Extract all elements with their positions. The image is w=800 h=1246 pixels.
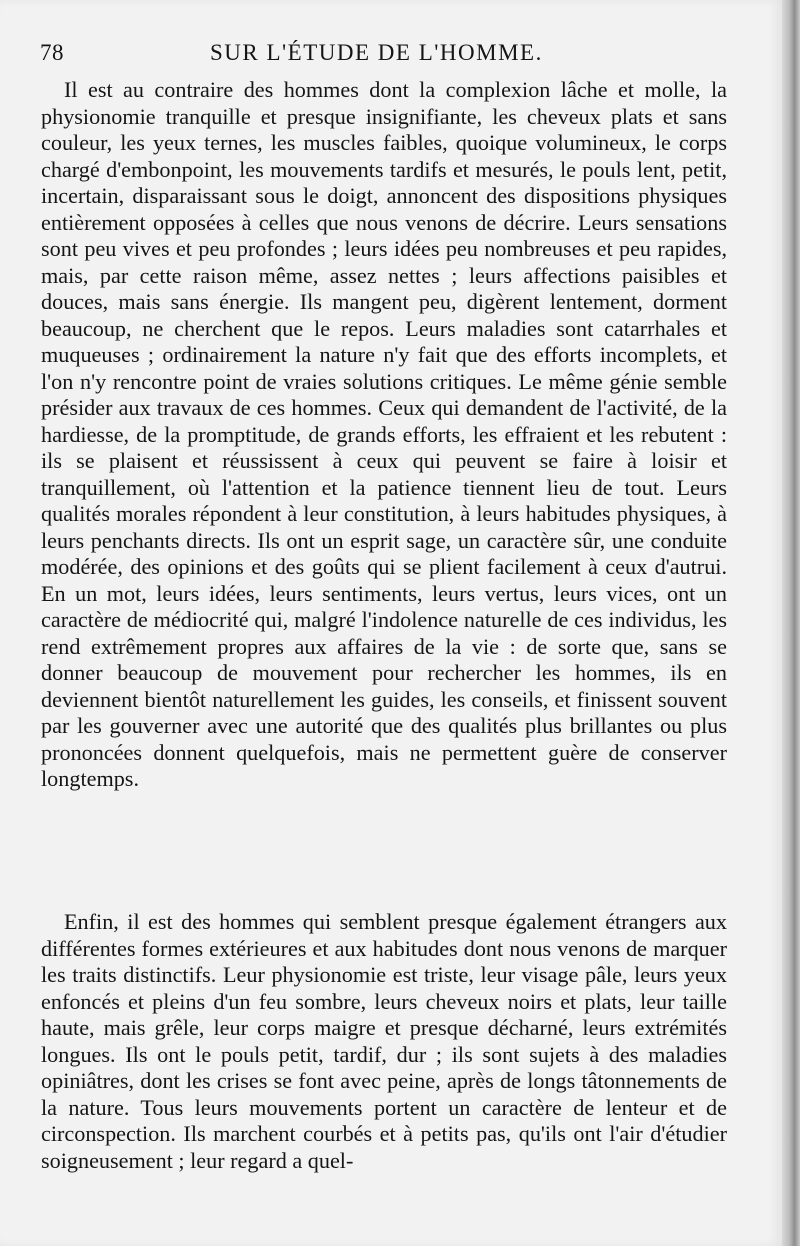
page-edge <box>782 0 800 1246</box>
page-header <box>40 40 740 70</box>
page-number: 78 <box>40 40 64 65</box>
body-paragraph: Enfin, il est des hommes qui semblent presque également étrangers aux différentes formes extérieures et aux habitudes dont nous venons de marquer les traits distinctifs. Leur physionomie est triste, leur visage pâle, leurs yeux enfoncés et pleins d'un feu sombre, leurs cheveux noirs et plats, leur taille haute, mais grêle, leur corps maigre et presque décharné, leurs extrémités longues. Ils ont le pouls petit, tardif, dur ; ils sont sujets à des maladies opiniâtres, dont les crises se font avec peine, après de longs tâtonnements de la nature. Tous leurs mouvements portent un caractère de lenteur et de circonspection. Ils marchent courbés et à petits pas, qu'ils ont l'air d'étudier soigneusement ; leur regard a quel- <box>41 909 727 1173</box>
running-head: SUR L'ÉTUDE DE L'HOMME. <box>210 40 543 65</box>
body-paragraph: Il est au contraire des hommes dont la complexion lâche et molle, la physionomie tranquille et presque insignifiante, les cheveux plats et sans couleur, les yeux ternes, les muscles faibles, quoique volumineux, le corps chargé d'embonpoint, les mouvements tardifs et mesurés, le pouls lent, petit, incertain, disparaissant sous le doigt, annoncent des dispositions physiques entièrement opposées à celles que nous venons de décrire. Leurs sensations sont peu vives et peu profondes ; leurs idées peu nombreuses et peu rapides, mais, par cette raison même, assez nettes ; leurs affections paisibles et douces, mais sans énergie. Ils mangent peu, digèrent lentement, dorment beaucoup, ne cherchent que le repos. Leurs maladies sont catarrhales et muqueuses ; ordinairement la nature n'y fait que des efforts incomplets, et l'on n'y rencontre point de vraies solutions critiques. Le même génie semble présider aux travaux de ces hommes. Ceux qui demandent de l'activité, de la hardiesse, de la promptitude, de grands efforts, les effraient et les rebutent : ils se plaisent et réussissent à ceux qui peuvent se faire à loisir et tranquillement, où l'attention et la patience tiennent lieu de tout. Leurs qualités morales répondent à leur constitution, à leurs habitudes physiques, à leurs penchants directs. Ils ont un esprit sage, un caractère sûr, une conduite modérée, des opinions et des goûts qui se plient facilement à ceux d'autrui. En un mot, leurs idées, leurs sentiments, leurs vertus, leurs vices, ont un caractère de médiocrité qui, malgré l'indolence naturelle de ces individus, les rend extrêmement propres aux affaires de la vie : de sorte que, sans se donner beaucoup de mouvement pour rechercher les hommes, ils en deviennent bientôt naturellement les guides, les conseils, et finissent souvent par les gouverner avec une autorité que des qualités plus brillantes ou plus prononcées donnent quelquefois, mais ne permettent guère de conserver longtemps. <box>41 77 727 791</box>
